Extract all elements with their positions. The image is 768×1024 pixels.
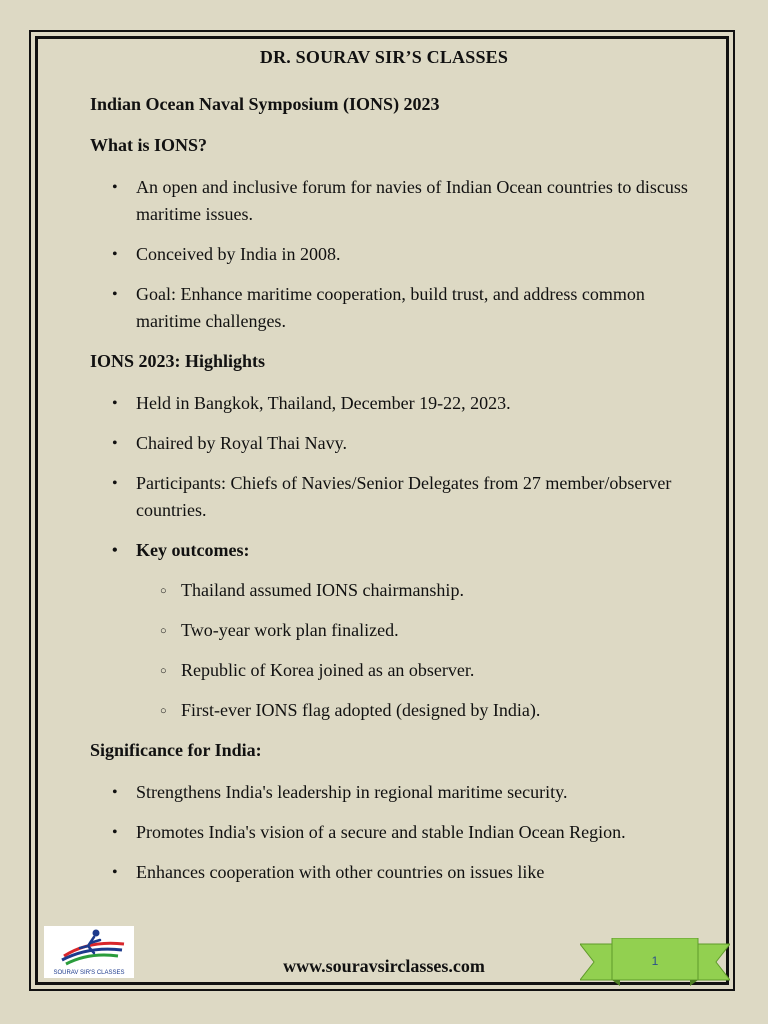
list-item (90, 390, 690, 417)
bullet-icon: • (112, 784, 118, 801)
logo-caption: SOURAV SIR'S CLASSES (53, 970, 125, 976)
bullet-icon: • (112, 179, 118, 196)
list-item-key-outcomes (90, 537, 690, 724)
section-heading-what-is-ions: What is IONS? (90, 135, 208, 155)
list-item (90, 819, 690, 846)
list-item-text: Promotes India's vision of a secure and stable Indian Ocean Region. (136, 822, 626, 842)
list-item-text: Strengthens India's leadership in regional maritime security. (136, 782, 568, 802)
bullet-icon: • (112, 475, 118, 492)
sub-list-item (136, 617, 690, 644)
page-number: 1 (651, 954, 659, 968)
list-item-text: Held in Bangkok, Thailand, December 19-22, 2023. (136, 393, 511, 413)
section-heading-highlights: IONS 2023: Highlights (90, 351, 266, 371)
list-item (90, 859, 690, 886)
bullet-icon: • (112, 824, 118, 841)
key-outcomes-label: Key outcomes: (136, 540, 250, 560)
list-item (90, 779, 690, 806)
sub-list-item (136, 577, 690, 604)
sub-list-item (136, 657, 690, 684)
circle-bullet-icon: ○ (160, 585, 167, 597)
bullet-icon: • (112, 286, 118, 303)
sub-list-item-text: First-ever IONS flag adopted (designed by India). (181, 700, 541, 720)
bullet-icon: • (112, 864, 118, 881)
sub-list-item (136, 697, 690, 724)
list-item-text: Goal: Enhance maritime cooperation, build trust, and address common maritime challenges. (136, 284, 645, 331)
list-item-text: Chaired by Royal Thai Navy. (136, 433, 347, 453)
bullet-list-what-is-ions (90, 174, 690, 335)
document-body (90, 92, 690, 900)
circle-bullet-icon: ○ (160, 705, 167, 717)
header-title: DR. SOURAV SIR’S CLASSES (259, 47, 509, 67)
sub-list-item-text: Thailand assumed IONS chairmanship. (181, 580, 464, 600)
bullet-icon: • (112, 395, 118, 412)
bullet-icon: • (112, 542, 118, 559)
list-item-text: Participants: Chiefs of Navies/Senior Delegates from 27 member/observer countries. (136, 473, 672, 520)
bullet-list-highlights (90, 390, 690, 724)
list-item (90, 241, 690, 268)
list-item (90, 470, 690, 524)
bullet-list-significance (90, 779, 690, 886)
circle-bullet-icon: ○ (160, 625, 167, 637)
list-item (90, 281, 690, 335)
sub-list-item-text: Republic of Korea joined as an observer. (181, 660, 475, 680)
bullet-icon: • (112, 246, 118, 263)
list-item-text: Conceived by India in 2008. (136, 244, 341, 264)
list-item (90, 430, 690, 457)
sub-list-item-text: Two-year work plan finalized. (181, 620, 399, 640)
bullet-icon: • (112, 435, 118, 452)
sub-bullet-list-key-outcomes (136, 577, 690, 724)
circle-bullet-icon: ○ (160, 665, 167, 677)
section-heading-significance: Significance for India: (90, 740, 262, 760)
list-item-text: An open and inclusive forum for navies of Indian Ocean countries to discuss maritime issues. (136, 177, 688, 224)
website-link[interactable]: www.souravsirclasses.com (283, 956, 485, 976)
list-item-text: Enhances cooperation with other countries on issues like (136, 862, 545, 882)
list-item (90, 174, 690, 228)
document-title: Indian Ocean Naval Symposium (IONS) 2023 (90, 94, 440, 114)
